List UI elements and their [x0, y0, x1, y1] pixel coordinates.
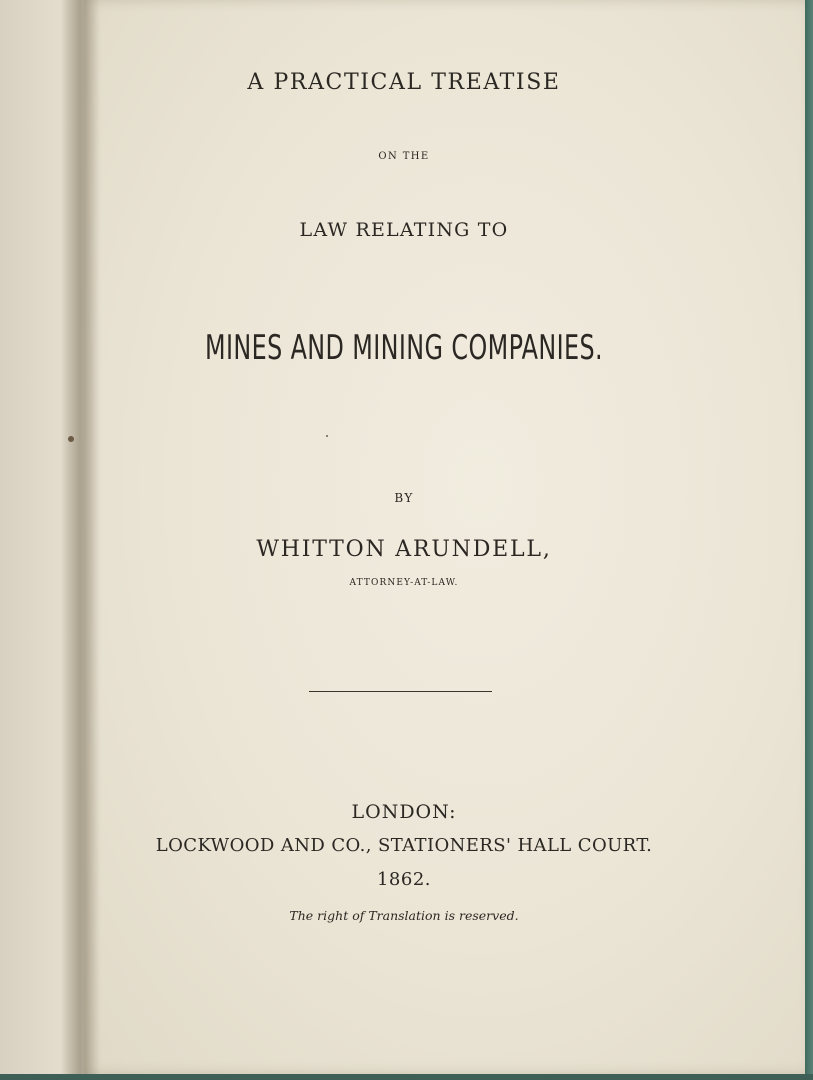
title-line: A PRACTICAL TREATISE: [247, 70, 561, 95]
main-title: MINES AND MINING COMPANIES.: [204, 328, 604, 368]
cloth-board-edge: [805, 0, 813, 1080]
imprint-year: 1862.: [376, 869, 432, 890]
subtitle-line: LAW RELATING TO: [299, 219, 509, 241]
imprint-publisher: LOCKWOOD AND CO., STATIONERS' HALL COURT.: [155, 835, 653, 856]
page-crease-mark: [68, 436, 74, 442]
rights-notice: The right of Translation is reserved.: [289, 908, 519, 923]
cloth-board-bottom: [0, 1074, 813, 1080]
title-connector: ON THE: [378, 151, 430, 162]
by-line: BY: [394, 491, 414, 505]
paper-speck: [326, 435, 328, 437]
author-name: WHITTON ARUNDELL,: [256, 537, 552, 562]
divider-rule: [309, 691, 492, 692]
author-credentials: ATTORNEY-AT-LAW.: [349, 578, 459, 588]
imprint-city: LONDON:: [351, 801, 457, 823]
